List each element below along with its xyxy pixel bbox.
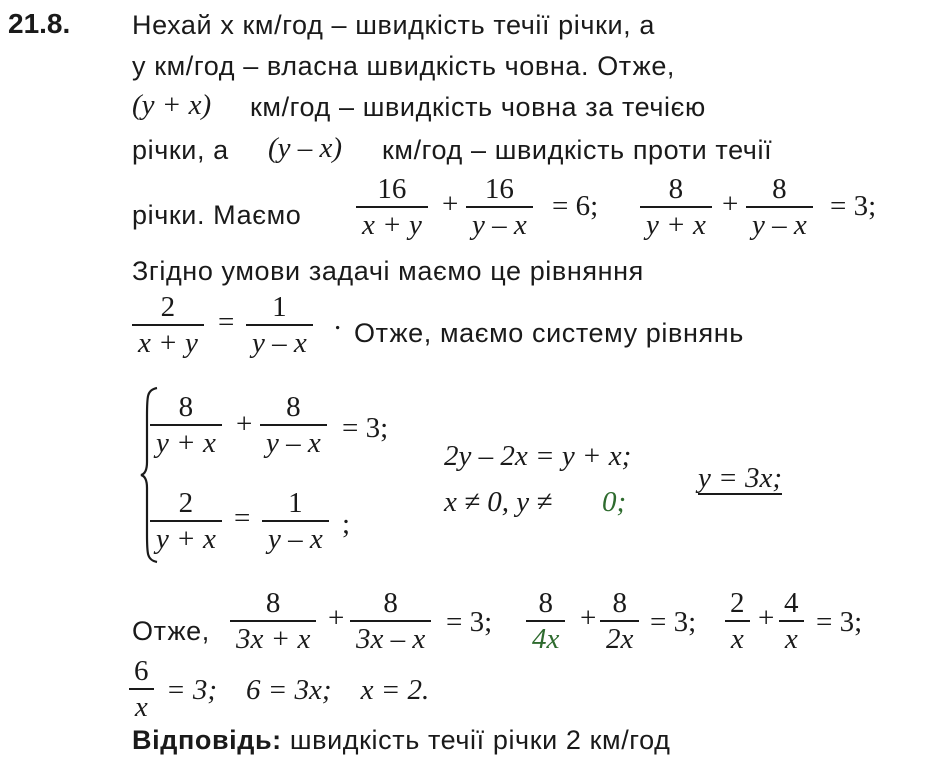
eq3-equals: = (218, 306, 235, 338)
sub-b-fraction-1 (526, 586, 565, 656)
sys-r1-fraction-2 (260, 390, 327, 460)
eq3-f1-numerator: 2 (160, 291, 176, 323)
eq2-f1-numerator: 8 (668, 173, 684, 205)
sub-b-f1-numerator: 8 (538, 587, 553, 619)
sys-mid-line-1: 2y – 2x = y + x; (444, 440, 632, 472)
eq2-f2-numerator: 8 (772, 173, 787, 205)
sub-c-plus: + (758, 602, 775, 634)
eq1-rhs: = 6; (552, 190, 599, 222)
sub-a-f2-denominator: 3x – x (350, 620, 431, 656)
final-denominator: x (129, 688, 154, 724)
eq3-fraction-2 (246, 290, 313, 360)
sys-r2-f1-numerator: 2 (178, 487, 194, 519)
eq1-f2-denominator: y – x (466, 206, 533, 242)
sys-result: y = 3x; (698, 462, 782, 494)
sys-r1-f2-numerator: 8 (286, 391, 301, 423)
sub-a-fraction-1 (230, 586, 316, 656)
eq3-fraction-1 (132, 290, 204, 360)
sub-c-fraction-1 (724, 586, 751, 656)
line-8-text: Отже, (132, 616, 210, 646)
eq3-dot: . (334, 304, 342, 336)
sys-r1-f1-numerator: 8 (178, 391, 194, 423)
eq2-rhs: = 3; (830, 190, 877, 222)
sys-r1-f2-denominator: y – x (260, 424, 327, 460)
answer-text: швидкість течії річки 2 км/год (289, 725, 671, 755)
sub-a-plus: + (328, 602, 345, 634)
sub-c-f1-numerator: 2 (730, 587, 745, 619)
sub-b-plus: + (580, 602, 597, 634)
line-2: y км/год – власна швидкість човна. Отже, (132, 51, 676, 81)
sys-r2-equals: = (234, 502, 251, 534)
eq1-plus: + (442, 188, 459, 220)
eq2-fraction-2 (746, 172, 813, 242)
sub-b-fraction-2 (600, 586, 639, 656)
line-4-end: км/год – швидкість проти течії (382, 135, 773, 165)
sub-c-f2-numerator: 4 (784, 587, 799, 619)
sys-r2-rhs: ; (342, 508, 351, 540)
sub-c-fraction-2 (778, 586, 805, 656)
problem-number: 21.8. (8, 8, 71, 39)
sys-mid-line-2-zero: 0; (602, 486, 627, 518)
sub-c-f2-denominator: x (779, 620, 804, 656)
eq1-f1-denominator: x + y (356, 206, 428, 242)
eq3-f1-denominator: x + y (132, 324, 204, 360)
sub-b-f2-denominator: 2x (600, 620, 639, 656)
eq2-f2-denominator: y – x (746, 206, 813, 242)
sub-a-f2-numerator: 8 (383, 587, 398, 619)
sub-a-f1-numerator: 8 (265, 587, 281, 619)
answer-line (132, 725, 671, 756)
sys-mid-line-2: x ≠ 0, y ≠ (444, 486, 553, 518)
sys-r2-fraction-2 (262, 486, 329, 556)
sub-c-f1-denominator: x (725, 620, 750, 656)
sub-c-rhs: = 3; (816, 606, 863, 638)
eq3-f2-denominator: y – x (246, 324, 313, 360)
line-7-text: Отже, маємо систему рівнянь (354, 318, 744, 348)
final-numerator: 6 (134, 655, 149, 687)
sys-r2-fraction-1 (150, 486, 222, 556)
eq1-f2-numerator: 16 (484, 173, 514, 205)
sys-r1-f1-denominator: y + x (150, 424, 222, 460)
line-5-text: річки. Маємо (132, 200, 302, 230)
sys-r1-rhs: = 3; (342, 412, 389, 444)
eq3-f2-numerator: 1 (272, 291, 287, 323)
line-4-expr: (y – x) (268, 132, 343, 164)
line-3-expr: (y + x) (132, 89, 212, 121)
sub-b-rhs: = 3; (650, 606, 697, 638)
sys-r1-fraction-1 (150, 390, 222, 460)
sys-r1-plus: + (236, 408, 253, 440)
final-rest: = 3; 6 = 3x; x = 2. (166, 674, 430, 706)
sub-b-f2-numerator: 8 (612, 587, 627, 619)
sys-r2-f1-denominator: y + x (150, 520, 222, 556)
line-1: Нехай x км/год – швидкість течії річки, а (132, 10, 655, 40)
sub-a-fraction-2 (350, 586, 431, 656)
answer-label: Відповідь: (132, 725, 282, 755)
sub-a-f1-denominator: 3x + x (230, 620, 316, 656)
eq2-plus: + (722, 188, 739, 220)
sys-r2-f2-numerator: 1 (288, 487, 303, 519)
sub-b-f1-denominator: 4x (526, 620, 565, 656)
line-3-text: км/год – швидкість човна за течією (250, 92, 706, 122)
eq1-f1-numerator: 16 (377, 173, 407, 205)
eq2-f1-denominator: y + x (640, 206, 712, 242)
line-4-start: річки, а (132, 135, 229, 165)
line-6: Згідно умови задачі маємо це рівняння (132, 256, 644, 286)
eq2-fraction-1 (640, 172, 712, 242)
sys-r2-f2-denominator: y – x (262, 520, 329, 556)
eq1-fraction-2 (466, 172, 533, 242)
sub-a-rhs: = 3; (446, 606, 493, 638)
final-fraction (128, 654, 155, 724)
eq1-fraction-1 (356, 172, 428, 242)
